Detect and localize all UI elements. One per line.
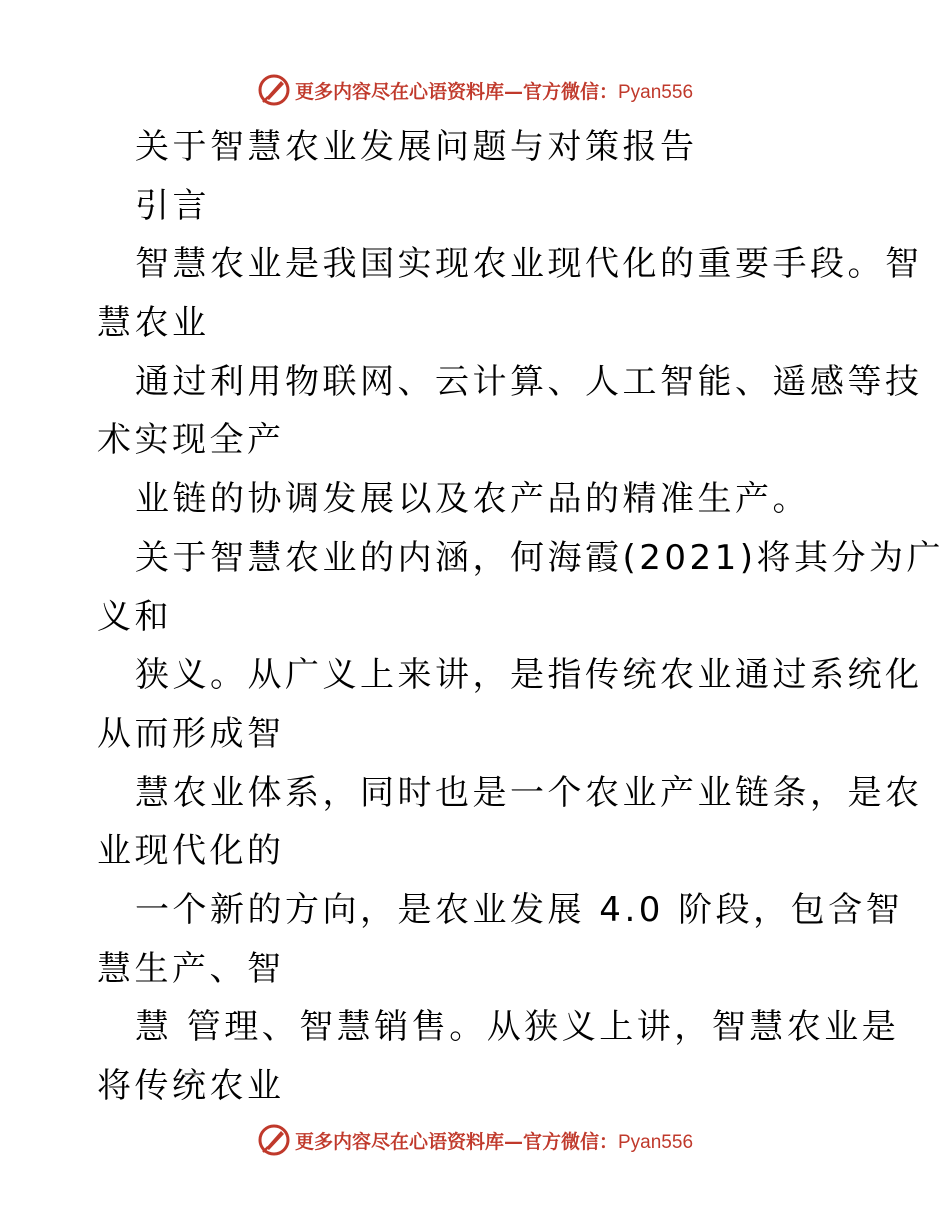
footer-banner-text <box>295 1127 693 1154</box>
paragraph-line: 术实现全产 <box>97 420 285 461</box>
quill-logo-icon <box>257 73 291 107</box>
paragraph-line: 从而形成智 <box>97 713 285 754</box>
paragraph-line: 狭义。从广义上来讲，是指传统农业通过系统化 <box>135 655 923 696</box>
quill-logo-icon <box>257 1123 291 1157</box>
header-watermark-banner <box>0 70 950 110</box>
header-wechat-id: Pyan556 <box>618 81 694 103</box>
footer-watermark-banner <box>0 1120 950 1160</box>
document-title: 关于智慧农业发展问题与对策报告 <box>135 127 698 167</box>
paragraph-line: 通过利用物联网、云计算、人工智能、遥感等技 <box>135 361 923 402</box>
section-heading-introduction: 引言 <box>135 185 210 226</box>
footer-wechat-id: Pyan556 <box>618 1131 694 1153</box>
header-banner-label: 更多内容尽在心语资料库—官方微信： <box>294 80 618 103</box>
document-body <box>97 118 945 1116</box>
footer-banner-label: 更多内容尽在心语资料库—官方微信： <box>294 1130 618 1153</box>
paragraph-line: 慧生产、智 <box>97 948 285 989</box>
paragraph-line: 业现代化的 <box>97 831 285 872</box>
paragraph-line: 智慧农业是我国实现农业现代化的重要手段。智 <box>135 244 923 285</box>
header-banner-text <box>295 77 693 104</box>
paragraph-line: 关于智慧农业的内涵，何海霞(2021)将其分为广 <box>135 537 945 578</box>
paragraph-line: 业链的协调发展以及农产品的精准生产。 <box>135 479 810 520</box>
paragraph-line: 将传统农业 <box>97 1066 285 1106</box>
paragraph-line: 慧农业 <box>97 303 210 344</box>
paragraph-line: 慧 管理、智慧销售。从狭义上讲，智慧农业是 <box>135 1007 900 1048</box>
paragraph-line: 一个新的方向，是农业发展 4.0 阶段，包含智 <box>135 889 904 930</box>
paragraph-line: 义和 <box>97 596 172 637</box>
paragraph-line: 慧农业体系，同时也是一个农业产业链条，是农 <box>135 772 923 813</box>
